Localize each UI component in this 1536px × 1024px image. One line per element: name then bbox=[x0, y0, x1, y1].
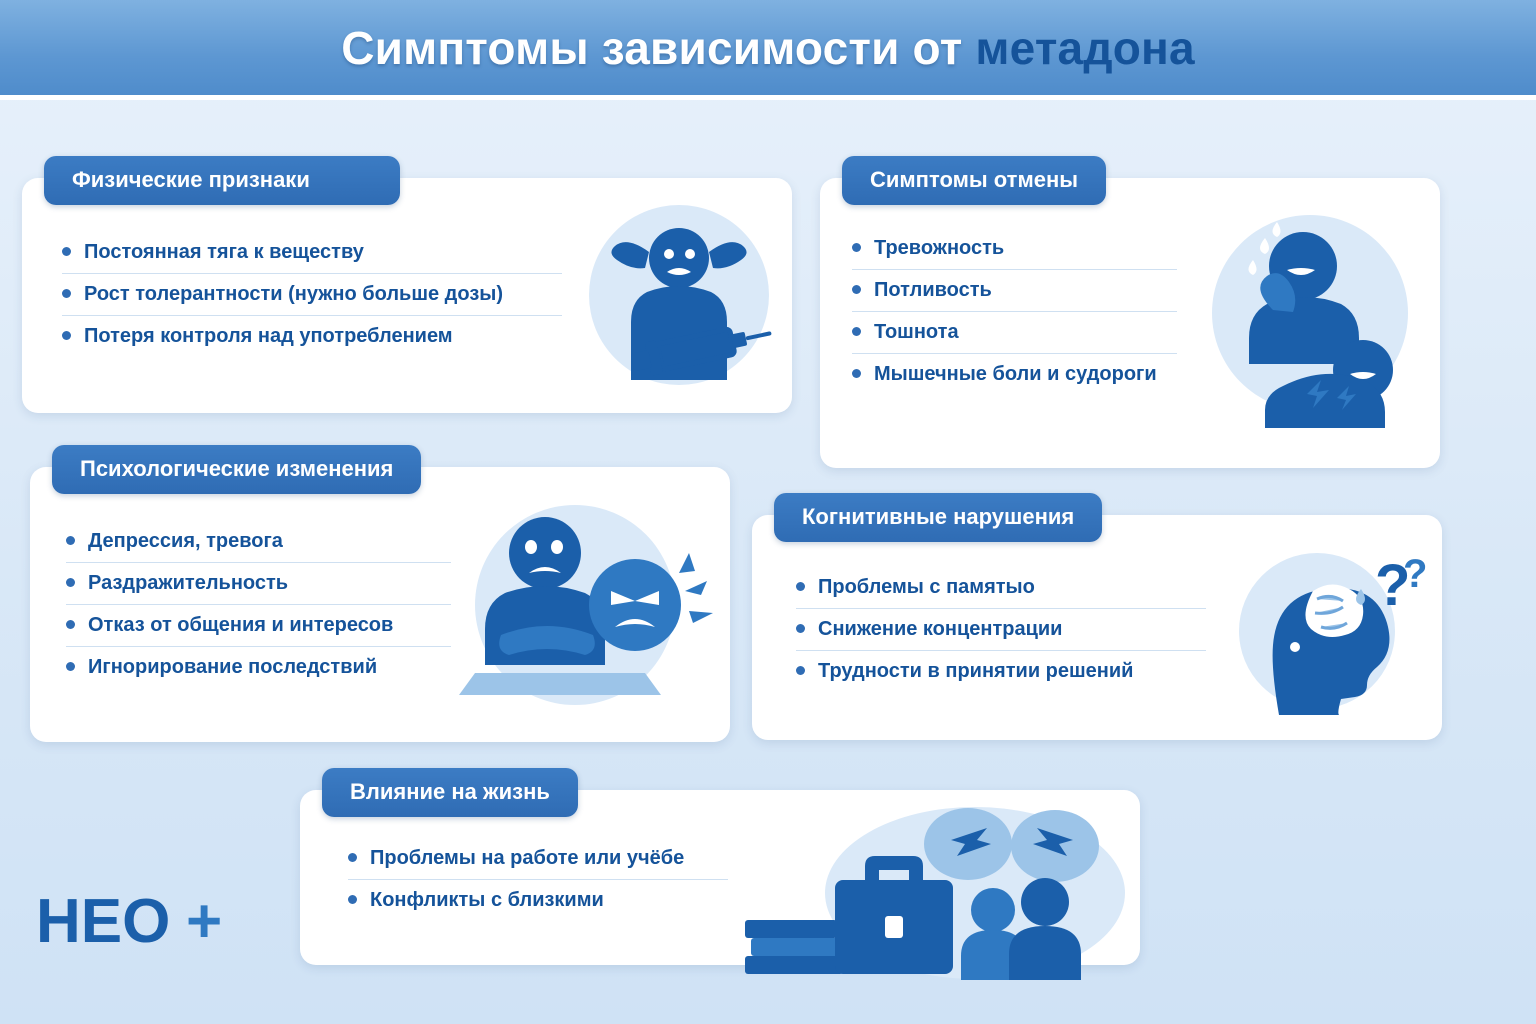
list-item-label: Потливость bbox=[874, 279, 992, 301]
card-withdrawal-title: Симптомы отмены bbox=[842, 156, 1106, 205]
bullet-icon bbox=[66, 620, 75, 629]
bullet-icon bbox=[66, 662, 75, 671]
svg-text:+: + bbox=[186, 887, 223, 956]
bullet-icon bbox=[66, 578, 75, 587]
card-cognitive-title: Когнитивные нарушения bbox=[774, 493, 1102, 542]
list-item-label: Тошнота bbox=[874, 321, 959, 343]
sad-person-angry-face-icon bbox=[445, 495, 715, 725]
list-item bbox=[62, 232, 562, 274]
person-headache-syringe-icon bbox=[567, 200, 782, 395]
list-item bbox=[348, 838, 728, 880]
briefcase-books-conflict-icon bbox=[725, 798, 1125, 980]
card-psychological-list bbox=[66, 521, 451, 688]
bullet-icon bbox=[796, 666, 805, 675]
list-item-label: Потеря контроля над употреблением bbox=[84, 325, 453, 347]
list-item bbox=[62, 274, 562, 316]
list-item bbox=[66, 521, 451, 563]
list-item bbox=[796, 651, 1206, 692]
list-item-label: Проблемы на работе или учёбе bbox=[370, 847, 685, 869]
card-cognitive-list bbox=[796, 567, 1206, 692]
list-item-label: Отказ от общения и интересов bbox=[88, 614, 394, 636]
list-item-label: Игнорирование последствий bbox=[88, 656, 378, 678]
card-physical-title: Физические признаки bbox=[44, 156, 400, 205]
svg-text:?: ? bbox=[1375, 553, 1411, 618]
card-life-title: Влияние на жизнь bbox=[322, 768, 578, 817]
list-item bbox=[852, 270, 1177, 312]
bullet-icon bbox=[62, 331, 71, 340]
bullet-icon bbox=[796, 624, 805, 633]
list-item-label: Трудности в принятии решений bbox=[818, 660, 1134, 682]
bullet-icon bbox=[852, 327, 861, 336]
page-title-main: Симптомы зависимости от bbox=[341, 21, 976, 74]
list-item-label: Раздражительность bbox=[88, 572, 289, 594]
card-cognitive-impairment bbox=[752, 504, 1442, 740]
list-item-label: Депрессия, тревога bbox=[88, 530, 283, 552]
card-psychological-changes bbox=[30, 456, 730, 742]
list-item bbox=[66, 647, 451, 688]
list-item-label: Постоянная тяга к веществу bbox=[84, 241, 364, 263]
head-brain-question-icon bbox=[1217, 543, 1432, 728]
list-item-label: Снижение концентрации bbox=[818, 618, 1063, 640]
card-physical-signs bbox=[22, 167, 792, 413]
list-item bbox=[66, 605, 451, 647]
card-life-impact bbox=[300, 779, 1140, 965]
card-withdrawal-symptoms bbox=[820, 167, 1440, 468]
card-withdrawal-list bbox=[852, 228, 1217, 395]
list-item bbox=[62, 316, 562, 357]
list-item bbox=[852, 228, 1177, 270]
bullet-icon bbox=[348, 853, 357, 862]
bullet-icon bbox=[62, 289, 71, 298]
bullet-icon bbox=[66, 536, 75, 545]
list-item-label: Тревожность bbox=[874, 237, 1005, 259]
bullet-icon bbox=[852, 243, 861, 252]
brand-logo bbox=[36, 880, 266, 960]
card-psychological-title: Психологические изменения bbox=[52, 445, 421, 494]
list-item-label: Конфликты с близкими bbox=[370, 889, 604, 911]
svg-text:?: ? bbox=[1403, 552, 1428, 596]
card-physical-list bbox=[62, 232, 562, 357]
list-item bbox=[852, 354, 1217, 395]
list-item-label: Рост толерантности (нужно больше дозы) bbox=[84, 283, 503, 305]
bullet-icon bbox=[852, 369, 861, 378]
bullet-icon bbox=[796, 582, 805, 591]
page-header bbox=[0, 0, 1536, 100]
list-item bbox=[852, 312, 1177, 354]
bullet-icon bbox=[852, 285, 861, 294]
page-title-accent: метадона bbox=[975, 21, 1195, 74]
sweating-person-nausea-icon bbox=[1195, 208, 1435, 443]
card-life-list bbox=[348, 838, 728, 921]
page-title bbox=[341, 21, 1195, 75]
list-item-label: Проблемы с памятыо bbox=[818, 576, 1035, 598]
list-item bbox=[66, 563, 451, 605]
svg-text:НЕО: НЕО bbox=[36, 887, 171, 956]
list-item bbox=[796, 609, 1206, 651]
list-item bbox=[348, 880, 728, 921]
list-item-label: Мышечные боли и судороги bbox=[874, 363, 1157, 385]
bullet-icon bbox=[348, 895, 357, 904]
bullet-icon bbox=[62, 247, 71, 256]
list-item bbox=[796, 567, 1206, 609]
